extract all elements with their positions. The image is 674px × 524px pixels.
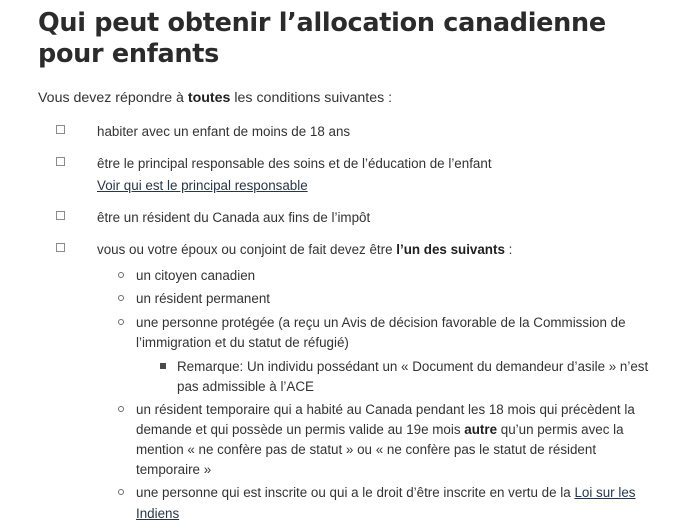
status-options-list xyxy=(97,266,650,523)
list-item xyxy=(56,122,650,142)
list-item xyxy=(118,400,650,480)
condition-text-after: : xyxy=(504,242,513,258)
page-title: Qui peut obtenir l’allocation canadienne pour enfants xyxy=(38,8,606,70)
status-option-text-after: qu’un permis avec la mention « ne confère pas de statut » ou « ne confère pas le statut de résident temporaire » xyxy=(136,422,624,478)
intro-text-after: les conditions suivantes : xyxy=(230,90,393,107)
checkbox-icon xyxy=(56,157,65,166)
condition-text-before: vous ou votre époux ou conjoint de fait devez être xyxy=(97,242,397,258)
status-option-text: un citoyen canadien xyxy=(136,268,256,284)
bullet-circle-icon xyxy=(118,319,124,325)
intro-paragraph xyxy=(38,88,650,109)
list-item xyxy=(56,240,650,523)
list-item xyxy=(118,483,650,523)
intro-emphasis: toutes xyxy=(187,90,231,107)
status-option-text-before: un résident temporaire qui a habité au Canada pendant les 18 mois qui précèdent la demande et qui possède un permis valide au 19e mois xyxy=(136,402,635,438)
bullet-circle-icon xyxy=(118,272,124,278)
status-option-text: un résident permanent xyxy=(136,291,270,307)
checkbox-icon xyxy=(56,211,65,220)
list-item xyxy=(118,289,650,309)
list-item xyxy=(56,208,650,228)
list-item xyxy=(118,313,650,397)
status-option-text-before: une personne qui est inscrite ou qui a le droit d’être inscrite en vertu de la xyxy=(136,485,575,501)
condition-text: être le principal responsable des soins et de l’éducation de l’enfant xyxy=(97,155,492,171)
list-item xyxy=(160,357,650,397)
status-option-emphasis: autre xyxy=(464,422,498,438)
list-item xyxy=(118,266,650,286)
condition-emphasis: l’un des suivants xyxy=(396,242,505,258)
condition-link-row xyxy=(97,176,650,196)
checkbox-icon xyxy=(56,125,65,134)
link-principal-responsable[interactable]: Voir qui est le principal responsable xyxy=(97,178,308,194)
bullet-circle-icon xyxy=(118,295,124,301)
link-loi-sur-les-indiens[interactable]: Loi sur les Indiens xyxy=(136,485,636,521)
bullet-square-icon xyxy=(160,363,166,369)
conditions-list xyxy=(38,122,650,524)
list-item xyxy=(56,154,650,196)
status-option-text: une personne protégée (a reçu un Avis de décision favorable de la Commission de l’immigration et du statut de réfugié) xyxy=(136,314,626,350)
bullet-circle-icon xyxy=(118,489,124,495)
condition-text: habiter avec un enfant de moins de 18 ans xyxy=(97,123,351,139)
bullet-circle-icon xyxy=(118,406,124,412)
checkbox-icon xyxy=(56,243,65,252)
remark-list xyxy=(136,357,650,397)
intro-text-before: Vous devez répondre à xyxy=(38,90,188,107)
remark-text: Remarque: Un individu possédant un « Document du demandeur d’asile » n’est pas admissible à l’ACE xyxy=(177,358,649,394)
condition-text: être un résident du Canada aux fins de l’impôt xyxy=(97,210,371,226)
